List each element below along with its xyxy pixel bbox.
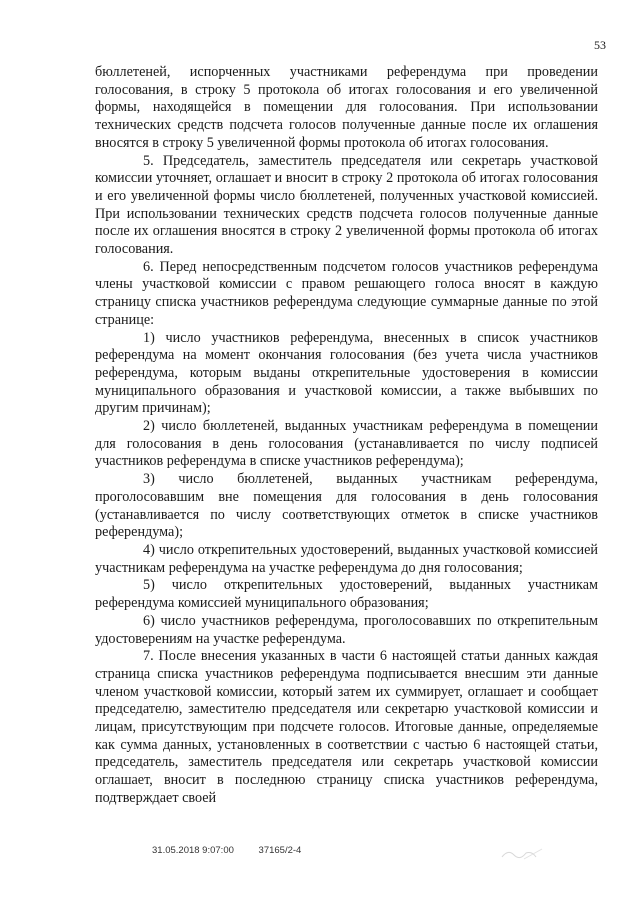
paragraph: 7. После внесения указанных в части 6 настоящей статьи данных каждая страница списка участников референдума подписывается внесшим эти данные членом участковой комиссии, который затем их суммирует, оглашает и сообщает председателю, заместителю председателя или секретарю участковой комиссии и лицам, присутствующим при подсчете голосов. Итоговые данные, определяемые как сумма данных, установленных в соответствии с частью 6 настоящей статьи, председатель, заместитель председателя или секретарь участковой комиссии оглашает, вносит в последнюю страницу списка участников референдума, подтверждает своей bbox=[95, 648, 598, 806]
faint-scan-mark bbox=[498, 843, 548, 865]
paragraph: 6. Перед непосредственным подсчетом голосов участников референдума члены участковой комиссии с правом решающего голоса вносят в каждую страницу списка участников референдума следующие суммарные данные по этой странице: bbox=[95, 258, 598, 328]
paragraph: бюллетеней, испорченных участниками референдума при проведении голосования, в строку 5 протокола об итогах голосования и его увеличенной формы, находящейся в помещении для голосования. При использовании технических средств подсчета голосов полученные данные после их оглашения вносятся в строку 5 увеличенной формы протокола об итогах голосования. bbox=[95, 64, 598, 151]
footer bbox=[152, 845, 301, 856]
list-item: 6) число участников референдума, проголосовавших по открепительным удостоверениям на участке референдума. bbox=[95, 612, 598, 647]
paragraph: 5. Председатель, заместитель председателя или секретарь участковой комиссии уточняет, оглашает и вносит в строку 2 протокола об итогах голосования и его увеличенной формы число бюллетеней, полученных участковой комиссией. При использовании технических средств подсчета голосов полученные данные после их оглашения вносятся в строку 2 увеличенной формы протокола об итогах голосования. bbox=[95, 152, 598, 258]
list-item: 5) число открепительных удостоверений, выданных участникам референдума комиссией муниципального образования; bbox=[95, 577, 598, 612]
page-number: 53 bbox=[594, 38, 606, 52]
list-item: 3) число бюллетеней, выданных участникам референдума, проголосовавшим вне помещения для голосования в день голосования (устанавливается по числу соответствующих отметок в списке участников референдума); bbox=[95, 471, 598, 541]
footer-timestamp: 31.05.2018 9:07:00 bbox=[152, 845, 234, 856]
list-item: 1) число участников референдума, внесенных в список участников референдума на момент окончания голосования (без учета числа участников референдума, которым выданы открепительные удостоверения в комиссии муниципального образования и участковой комиссии, а также выбывших по другим причинам); bbox=[95, 329, 598, 417]
body-text bbox=[95, 64, 598, 808]
list-item: 4) число открепительных удостоверений, выданных участковой комиссией участникам референдума на участке референдума до дня голосования; bbox=[95, 541, 598, 576]
list-item: 2) число бюллетеней, выданных участникам референдума в помещении для голосования в день голосования (устанавливается по числу подписей участников референдума в списке участников референдума); bbox=[95, 418, 598, 470]
footer-doc-code: 37165/2-4 bbox=[258, 845, 302, 856]
